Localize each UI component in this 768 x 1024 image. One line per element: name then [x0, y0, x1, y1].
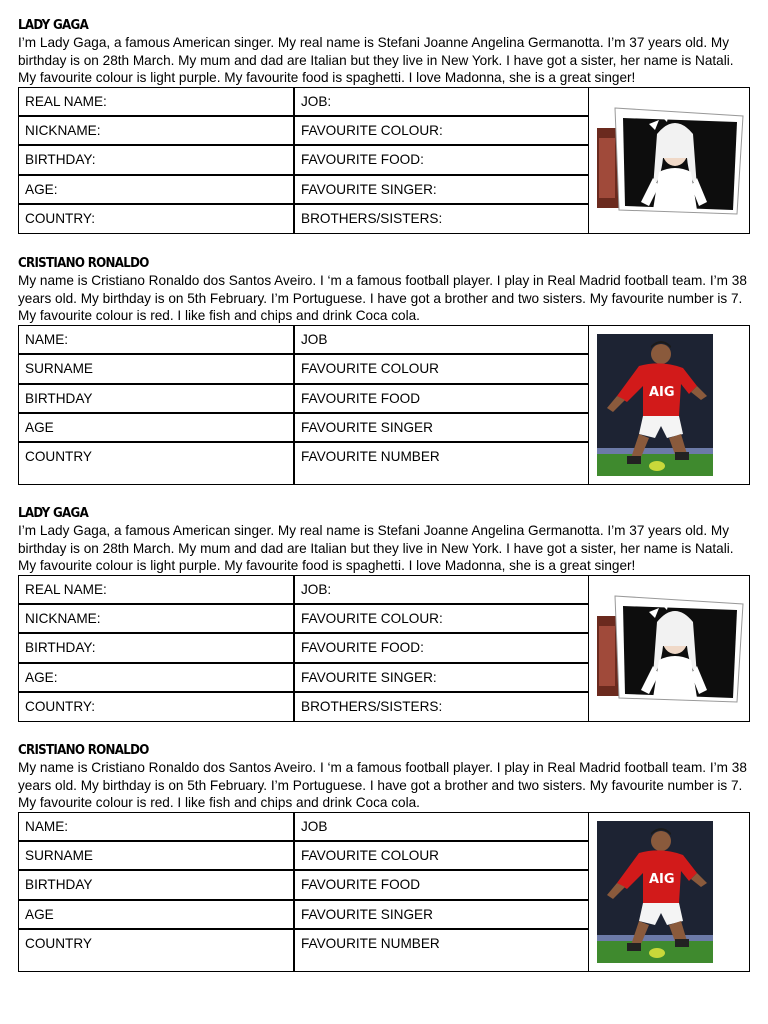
section-title: LADY GAGA: [18, 505, 89, 521]
field-birthday: BIRTHDAY:: [19, 146, 293, 176]
cristiano-ronaldo-section: [18, 255, 750, 485]
field-job: JOB:: [295, 576, 588, 605]
field-birthday: BIRTHDAY: [19, 385, 293, 414]
field-country: COUNTRY:: [25, 699, 95, 715]
photo-cell: [589, 326, 749, 484]
field-favourite-food: FAVOURITE FOOD: [295, 385, 588, 414]
photo-cell: [589, 813, 749, 971]
info-table: [18, 325, 750, 485]
shirt-sponsor-text: AIG: [649, 384, 675, 400]
right-column: [295, 326, 589, 484]
photo-cell: [589, 576, 749, 721]
section-paragraph: I’m Lady Gaga, a famous American singer. My real name is Stefani Joanne Angelina Germanotta. I’m 37 years old. My birthday is on 28th March. My mum and dad are Italian but they live in New York. I have got a sister, her name is Natali. My favourite colour is light purple. My favourite food is spaghetti. I love Madonna, she is a great singer!: [18, 35, 734, 86]
left-column: [19, 326, 295, 484]
cristiano-ronaldo-photo-icon: [597, 821, 713, 963]
field-real-name: REAL NAME:: [19, 88, 293, 117]
left-column: [19, 576, 295, 721]
cristiano-ronaldo-section: [18, 742, 750, 972]
section-title: CRISTIANO RONALDO: [18, 742, 149, 758]
info-table: [18, 87, 750, 234]
field-real-name: REAL NAME:: [19, 576, 293, 605]
cristiano-ronaldo-photo-icon: [597, 334, 713, 476]
field-brothers-sisters: BROTHERS/SISTERS:: [301, 211, 443, 227]
field-favourite-colour: FAVOURITE COLOUR:: [295, 117, 588, 146]
field-birthday: BIRTHDAY:: [19, 634, 293, 664]
section-paragraph: My name is Cristiano Ronaldo dos Santos Aveiro. I ‘m a famous football player. I play in Real Madrid football team. I’m 38 years old. My birthday is on 5th February. I’m Portuguese. I have got a brother and two sisters. My favourite number is 7. My favourite colour is red. I like fish and chips and drink Coca cola.: [18, 273, 747, 324]
field-favourite-singer: FAVOURITE SINGER:: [295, 664, 588, 693]
field-surname: SURNAME: [19, 355, 293, 385]
field-job: JOB:: [295, 88, 588, 117]
field-country: COUNTRY:: [25, 211, 95, 227]
field-age: AGE: [19, 901, 293, 930]
field-name: NAME:: [19, 326, 293, 355]
field-nickname: NICKNAME:: [19, 605, 293, 634]
right-column: [295, 88, 589, 233]
section-title: LADY GAGA: [18, 17, 89, 33]
field-brothers-sisters: BROTHERS/SISTERS:: [301, 699, 443, 715]
field-country: COUNTRY: [25, 448, 92, 464]
shirt-sponsor-text: AIG: [649, 871, 675, 887]
field-name: NAME:: [19, 813, 293, 842]
left-column: [19, 88, 295, 233]
field-favourite-food: FAVOURITE FOOD: [295, 871, 588, 901]
field-favourite-food: FAVOURITE FOOD:: [295, 146, 588, 176]
field-favourite-singer: FAVOURITE SINGER: [295, 901, 588, 930]
field-surname: SURNAME: [19, 842, 293, 871]
field-job: JOB: [295, 813, 588, 842]
field-age: AGE: [19, 414, 293, 443]
section-title: CRISTIANO RONALDO: [18, 255, 149, 271]
info-table: [18, 812, 750, 972]
field-nickname: NICKNAME:: [19, 117, 293, 146]
field-favourite-colour: FAVOURITE COLOUR:: [295, 605, 588, 634]
section-paragraph: My name is Cristiano Ronaldo dos Santos Aveiro. I ‘m a famous football player. I play in Real Madrid football team. I’m 38 years old. My birthday is on 5th February. I’m Portuguese. I have got a brother and two sisters. My favourite number is 7. My favourite colour is red. I like fish and chips and drink Coca cola.: [18, 760, 747, 811]
field-favourite-colour: FAVOURITE COLOUR: [295, 842, 588, 871]
section-paragraph: I’m Lady Gaga, a famous American singer. My real name is Stefani Joanne Angelina Germanotta. I’m 37 years old. My birthday is on 28th March. My mum and dad are Italian but they live in New York. I have got a sister, her name is Natali. My favourite colour is light purple. My favourite food is spaghetti. I love Madonna, she is a great singer!: [18, 523, 734, 574]
field-favourite-singer: FAVOURITE SINGER:: [295, 176, 588, 205]
field-birthday: BIRTHDAY: [19, 871, 293, 901]
field-age: AGE:: [19, 664, 293, 693]
field-favourite-number: FAVOURITE NUMBER: [301, 448, 440, 464]
field-favourite-colour: FAVOURITE COLOUR: [295, 355, 588, 385]
photo-cell: [589, 88, 749, 233]
field-favourite-number: FAVOURITE NUMBER: [301, 935, 440, 951]
field-country: COUNTRY: [25, 935, 92, 951]
lady-gaga-section: [18, 505, 750, 722]
field-job: JOB: [295, 326, 588, 355]
field-favourite-singer: FAVOURITE SINGER: [295, 414, 588, 443]
right-column: [295, 813, 589, 971]
left-column: [19, 813, 295, 971]
lady-gaga-photo-icon: [597, 98, 745, 216]
info-table: [18, 575, 750, 722]
field-age: AGE:: [19, 176, 293, 205]
lady-gaga-photo-icon: [597, 586, 745, 704]
right-column: [295, 576, 589, 721]
field-favourite-food: FAVOURITE FOOD:: [295, 634, 588, 664]
lady-gaga-section: [18, 17, 750, 234]
